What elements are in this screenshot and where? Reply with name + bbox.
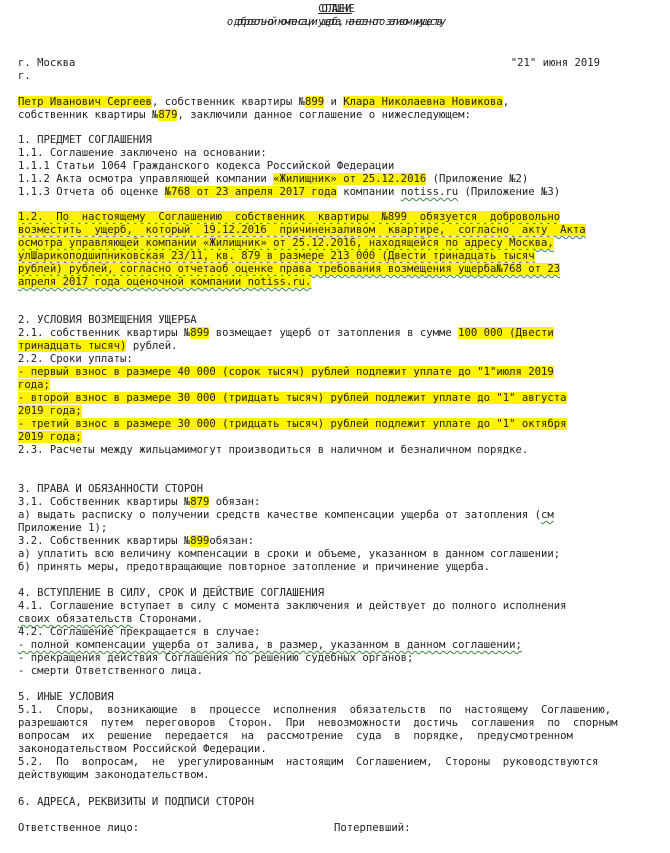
date: "21" июня 2019 — [510, 57, 600, 69]
s2-line-8: - третий взнос в размере 30 000 (тридцать тысяч) рублей подлежит уплате до "1" октября — [18, 418, 567, 430]
s1-para-line-4: улШарикоподшипниковская 23/11, кв. 879 в размере 213 000 (Двести тринадцать тысяч — [18, 250, 535, 262]
section-4-heading: 4. ВСТУПЛЕНИЕ В СИЛУ, СРОК И ДЕЙСТВИЕ СОГЛАШЕНИЯ — [18, 587, 325, 599]
s3-line-3: Приложение 1); — [18, 522, 108, 534]
s1-para-line-1: 1.2. По настоящему Соглашению собственник квартиры №899 обязуется добровольно — [18, 211, 561, 223]
s5-line-4: законодательством Российской Федерации. — [18, 743, 267, 755]
s1-line-3: 1.1.2 Акта осмотра управляющей компании «Жилищник» от 25.12.2016 (Приложение №2) — [18, 173, 529, 185]
s1-line-4: 1.1.3 Отчета об оценке №768 от 23 апреля 2017 года компании notiss.ru (Приложение №3) — [18, 186, 561, 198]
s5-line-6: действующим законодательством. — [18, 769, 210, 781]
s2-line-3: 2.2. Сроки уплаты: — [18, 353, 133, 365]
s4-line-1: 4.1. Соглашение вступает в силу с момента заключения и действует до полного исполнения — [18, 600, 567, 612]
s2-line-5: года; — [18, 379, 50, 391]
section-1-heading: 1. ПРЕДМЕТ СОГЛАШЕНИЯ — [18, 134, 152, 146]
s4-line-6: - смерти Ответственного лица. — [18, 665, 203, 677]
victim-label: Потерпевший: — [334, 822, 411, 834]
s3-line-6: б) принять меры, предотвращающие повторное затопление и причинение ущерба. — [18, 561, 490, 573]
s3-line-1: 3.1. Собственник квартиры №879 обязан: — [18, 496, 261, 508]
s3-line-2: а) выдать расписку о получении средств качестве компенсации ущерба от затопления (см — [18, 509, 554, 521]
city: г. Москва — [18, 57, 76, 69]
s1-para-line-3: осмотра управляющей компании «Жилищник» от 25.12.2016, находящейся по адресу Москва, — [18, 237, 554, 249]
s3-line-4: 3.2. Собственник квартиры №899обязан: — [18, 535, 255, 547]
s1-para-line-5: рублей) рублей, согласно отчетаоб оценке права требования возмещения ущерба№768 от 23 — [18, 263, 561, 275]
s5-line-3: вопросам их решение передается на рассмотрение суда в порядке, предусмотренном — [18, 730, 573, 742]
s1-para-line-6: апреля 2017 года оценочной компании notiss.ru. — [18, 276, 312, 288]
s1-line-2: 1.1.1 Статьи 1064 Гражданского кодекса Российской Федерации — [18, 160, 395, 172]
s5-line-2: разрешаются путем переговоров Сторон. При невозможности достичь соглашения по спорным — [18, 717, 618, 729]
party-2-name: Клара Николаевна Новикова — [343, 96, 503, 108]
s1-para-line-2: возместить ущерб, который 19.12.2016 причинензаливом квартире, согласно акту Акта — [18, 224, 586, 236]
s2-line-1: 2.1. собственник квартиры №899 возмещает ущерб от затопления в сумме 100 000 (Двести — [18, 327, 554, 339]
s3-line-5: а) уплатить всю величину компенсации в сроки и объеме, указанном в данном соглашении; — [18, 548, 561, 560]
section-5-heading: 5. ИНЫЕ УСЛОВИЯ — [18, 691, 114, 703]
responsible-person-label: Ответственное лицо: — [18, 822, 140, 834]
section-2-heading: 2. УСЛОВИЯ ВОЗМЕЩЕНИЯ УЩЕРБА — [18, 314, 197, 326]
s1-line-1: 1.1. Соглашение заключено на основании: — [18, 147, 267, 159]
s2-line-2: тринадцать тысяч) рублей. — [18, 340, 178, 352]
s2-line-9: 2019 года; — [18, 431, 82, 443]
apt-899: 899 — [305, 96, 325, 108]
s5-line-1: 5.1. Споры, возникающие в процессе исполнения обязательств по настоящему Соглашению, — [18, 704, 612, 716]
s2-line-4: - первый взнос в размере 40 000 (сорок тысяч) рублей подлежит уплате до "1"июля 2019 — [18, 366, 554, 378]
city-2: г. — [18, 70, 31, 82]
s2-line-6: - второй взнос в размере 30 000 (тридцать тысяч) рублей подлежит уплате до "1" августа — [18, 392, 567, 404]
s4-line-2: своих обязательств Сторонами. — [18, 613, 203, 625]
intro-line-1: Петр Иванович Сергеев, собственник квартиры №899 и Клара Николаевна Новикова, — [18, 96, 510, 108]
section-6-heading: 6. АДРЕСА, РЕКВИЗИТЫ И ПОДПИСИ СТОРОН — [18, 796, 254, 808]
party-1-name: Петр Иванович Сергеев — [18, 96, 152, 108]
s4-line-3: 4.2. Соглашение прекращается в случае: — [18, 626, 261, 638]
apt-879: 879 — [158, 109, 178, 121]
doc-title: СОГЛАШЕНИЕ — [318, 3, 352, 15]
s2-line-10: 2.3. Расчеты между жильцамимогут производиться в наличном и безналичном порядке. — [18, 444, 529, 456]
s4-line-5: - прекращения действия Соглашения по решению судебных органов; — [18, 652, 414, 664]
intro-line-2: собственник квартиры №879, заключили данное соглашение о нижеследующем: — [18, 109, 471, 121]
doc-subtitle: о добровольной компенсации ущерба, нанесенного заливом имуществу — [226, 16, 444, 28]
s4-line-4: - полной компенсации ущерба от залива, в размер, указанном в данном соглашении; — [18, 639, 522, 651]
section-3-heading: 3. ПРАВА И ОБЯЗАННОСТИ СТОРОН — [18, 483, 203, 495]
s5-line-5: 5.2. По вопросам, не урегулированным настоящим Соглашением, Стороны руководствуются — [18, 756, 599, 768]
s2-line-7: 2019 года; — [18, 405, 82, 417]
